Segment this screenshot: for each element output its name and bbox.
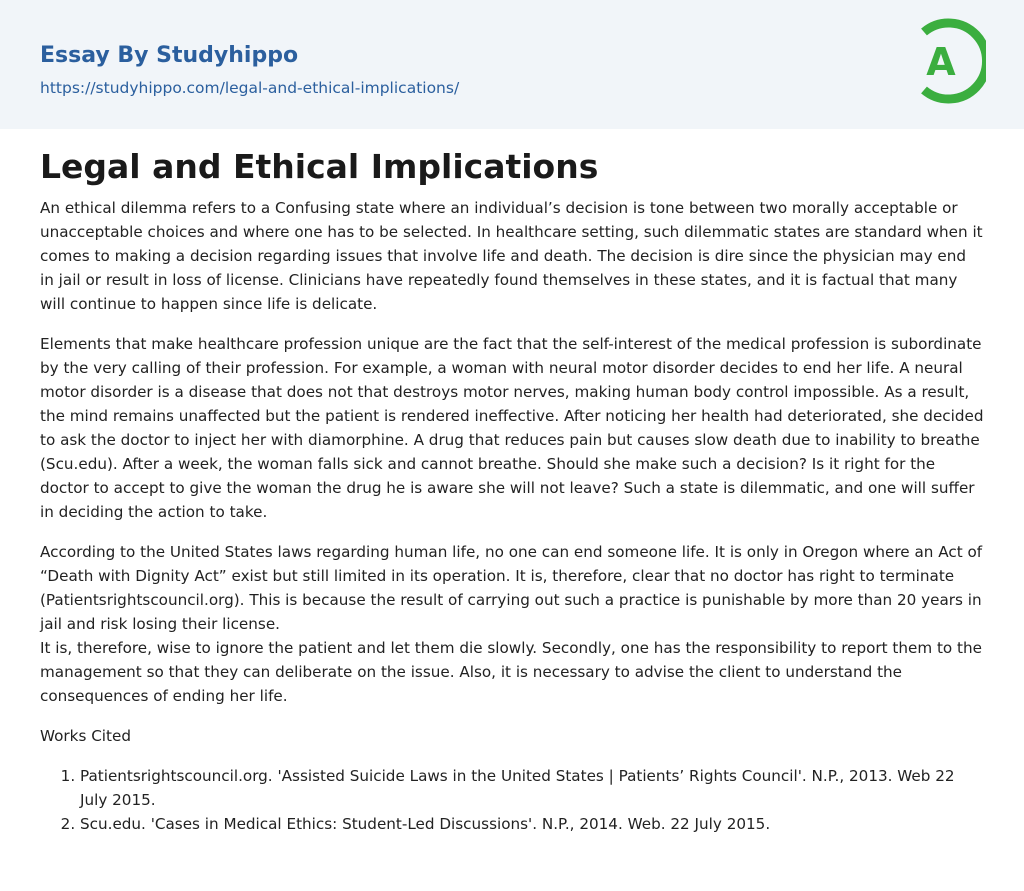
works-cited-heading: Works Cited xyxy=(40,727,131,745)
studyhippo-logo-icon[interactable] xyxy=(914,18,986,104)
essay-paragraph-2: Elements that make healthcare profession unique are the fact that the self-interest of the medical profession is subordinate by the very calling of their profession. For example, a woman with neural motor disorder decides to end her life. A neural motor disorder is a disease that does not that destroys motor nerves, making human body control impossible. As a result, the mind remains unaffected but the patient is rendered ineffective. After noticing her health had deteriorated, she decided to ask the doctor to inject her with diamorphine. A drug that reduces pain but causes slow death due to inability to breathe (Scu.edu). After a week, the woman falls sick and cannot breathe. Should she make such a decision? Is it right for the doctor to accept to give the woman the drug he is aware she will not leave? Such a state is dilemmatic, and one will suffer in deciding the action to take. xyxy=(40,335,984,521)
logo-letter: A xyxy=(926,40,956,84)
site-header xyxy=(0,0,1024,129)
essay-content xyxy=(0,129,1024,836)
essay-title: Legal and Ethical Implications xyxy=(40,147,599,186)
essay-paragraph-4: It is, therefore, wise to ignore the patient and let them die slowly. Secondly, one has the responsibility to report them to the management so that they can deliberate on the issue. Also, it is necessary to advise the client to understand the consequences of ending her life. xyxy=(40,639,982,705)
essay-paragraph-1: An ethical dilemma refers to a Confusing state where an individual’s decision is tone between two morally acceptable or unacceptable choices and where one has to be selected. In healthcare setting, such dilemmatic states are standard when it comes to making a decision regarding issues that involve life and death. The decision is dire since the physician may end in jail or result in loss of license. Clinicians have repeatedly found themselves in these states, and it is factual that many will continue to happen since life is delicate. xyxy=(40,199,983,313)
citation-item-1: 1. Patientsrightscouncil.org. 'Assisted Suicide Laws in the United States | Patients’ Rights Council'. N.P., 2013. Web 22 July 2015. xyxy=(80,764,984,812)
essay-paragraph-3: According to the United States laws regarding human life, no one can end someone life. It is only in Oregon where an Act of “Death with Dignity Act” exist but still limited in its operation. It is, therefore, clear that no doctor has right to terminate (Patientsrightscouncil.org). This is because the result of carrying out such a practice is punishable by more than 20 years in jail and risk losing their license. xyxy=(40,543,983,633)
site-brand: Essay By Studyhippo xyxy=(40,43,299,68)
source-url-link[interactable]: https://studyhippo.com/legal-and-ethical-implications/ xyxy=(40,79,460,97)
citation-item-2: 2. Scu.edu. 'Cases in Medical Ethics: Student-Led Discussions'. N.P., 2014. Web. 22 July 2015. xyxy=(80,812,984,836)
citation-list xyxy=(40,764,984,836)
